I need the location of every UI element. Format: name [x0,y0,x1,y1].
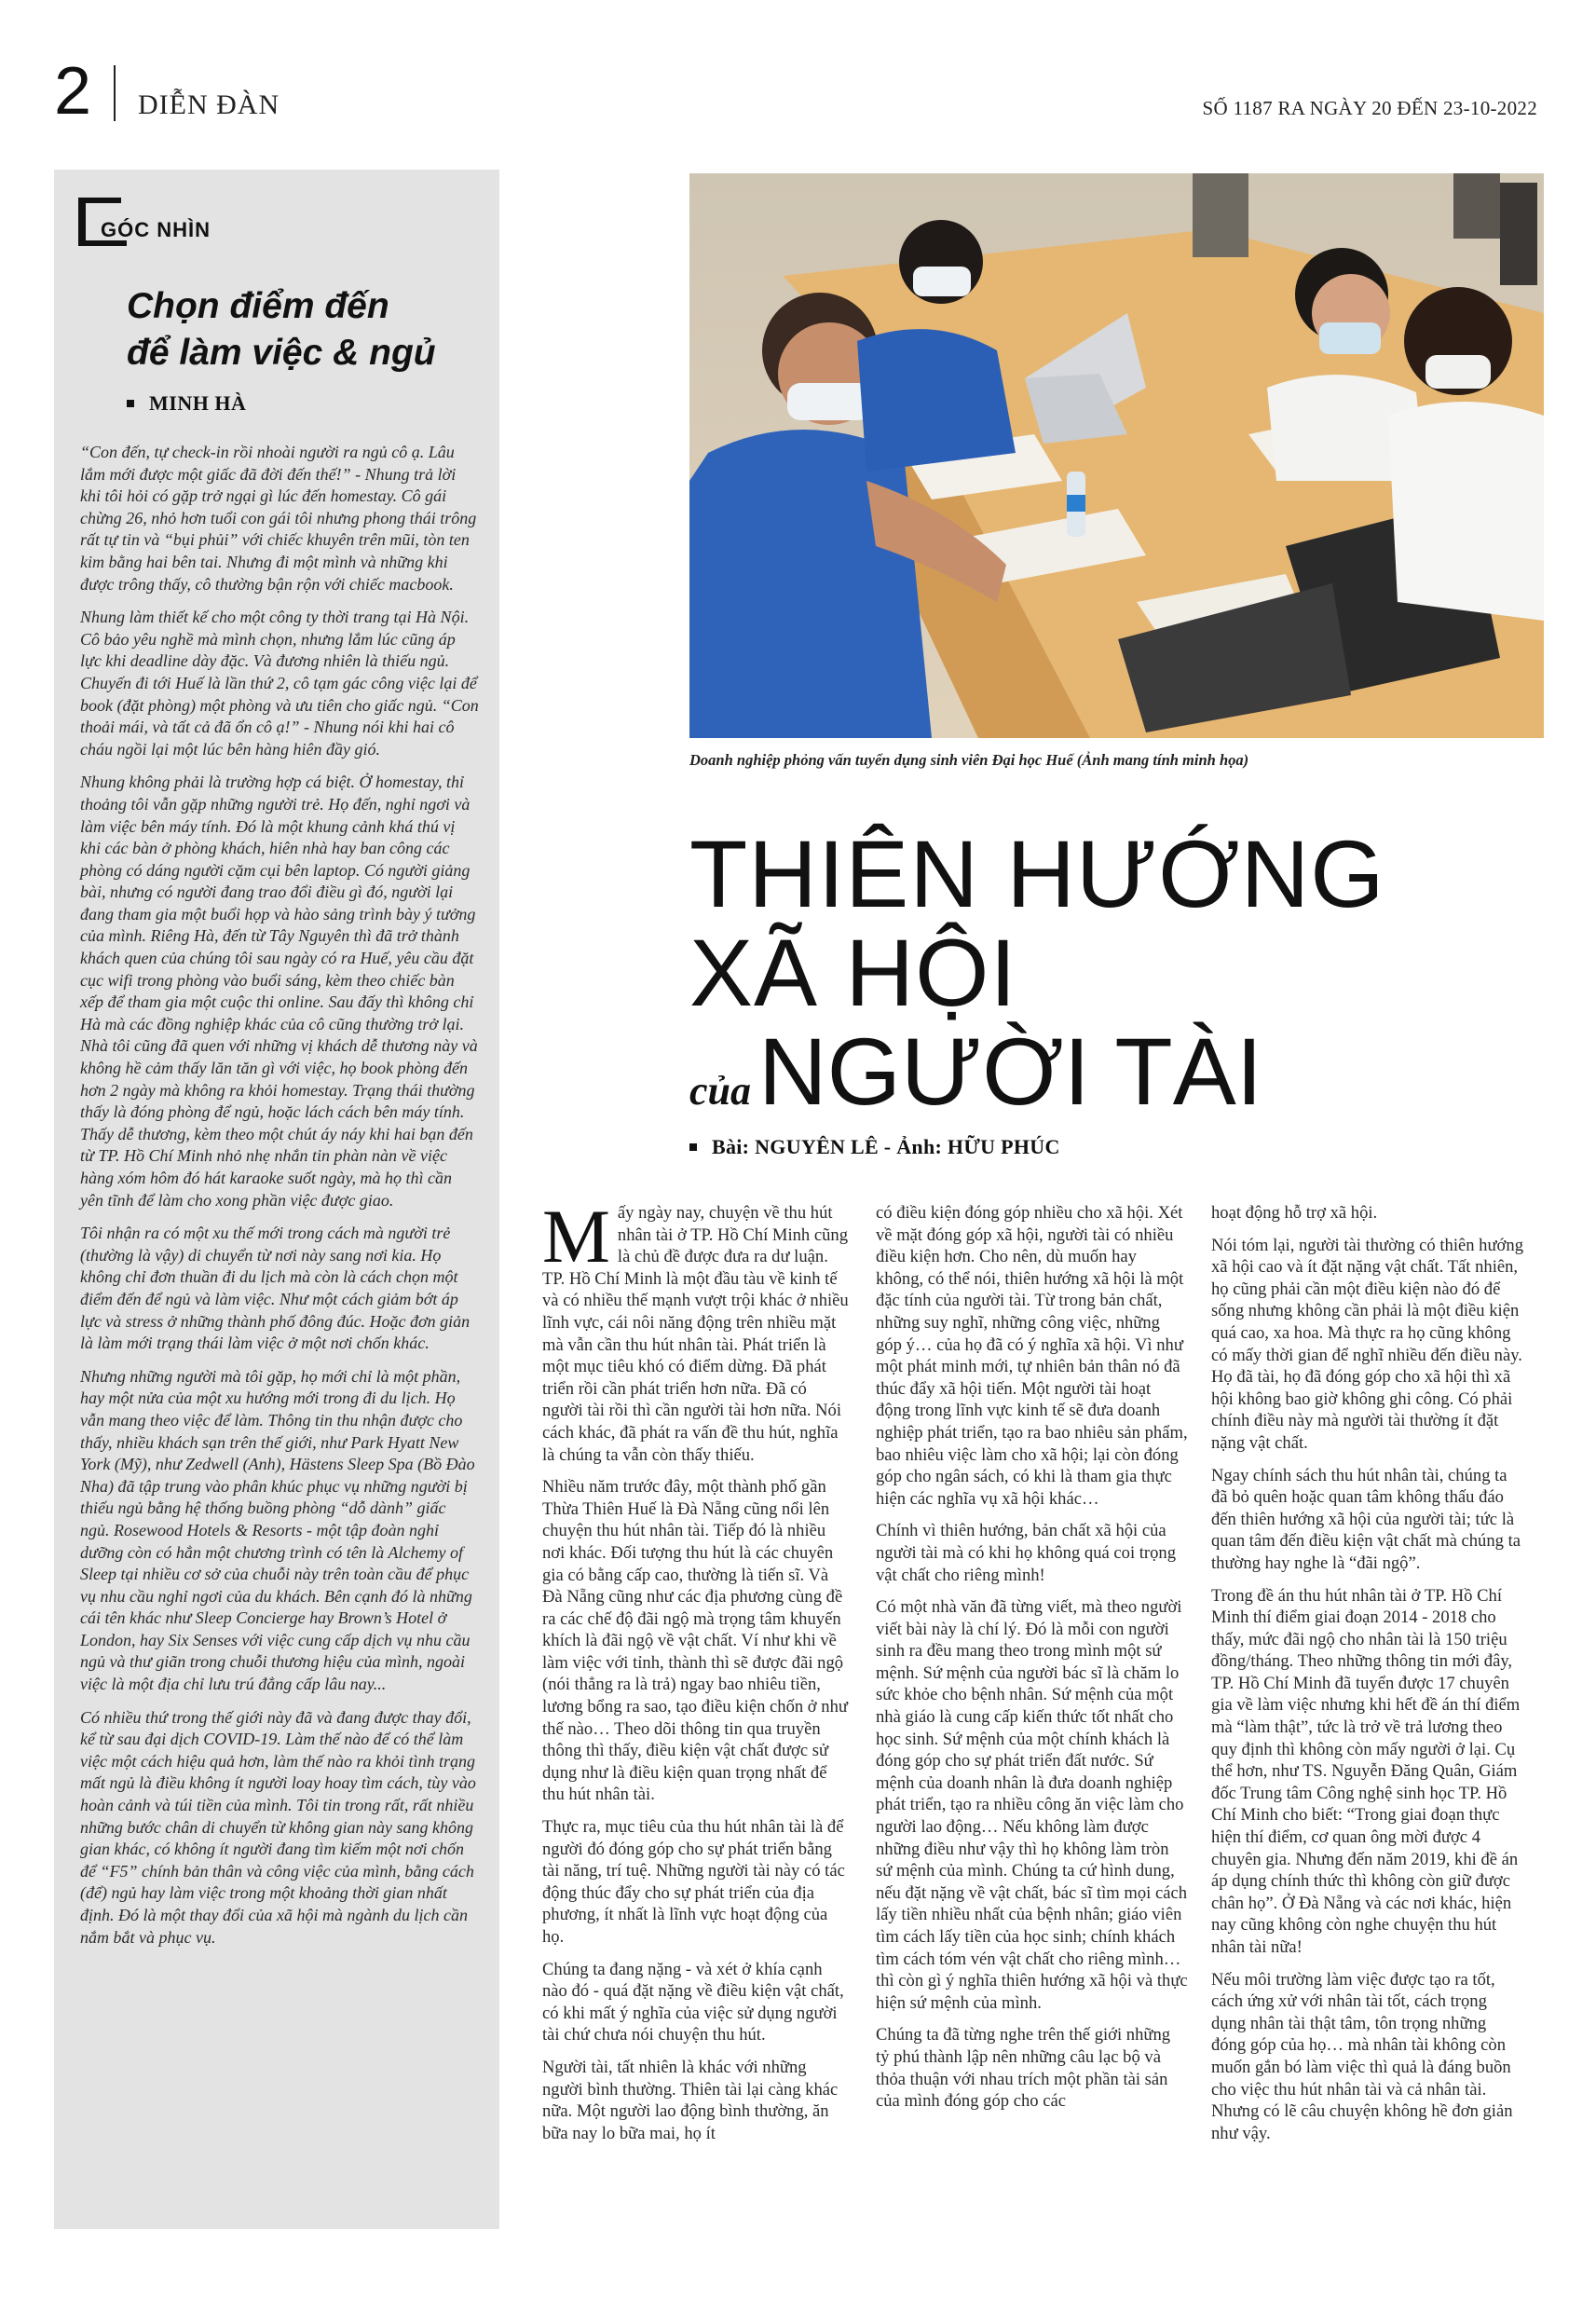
headline-line3-wrap [689,1019,1385,1141]
article-column-1 [542,1194,850,2155]
sidebar-title-line2: để làm việc & ngủ [127,333,436,373]
article-paragraph: Nói tóm lại, người tài thường có thiên hướng xã hội cao và ít đặt nặng vật chất. Tất nhiên, họ cũng phải cần một điều kiện nào đó để sống nhưng không cần phải là một điều kiện quá cao, xa hoa. Mà thực ra họ cũng không có mấy thời gian để nghĩ nhiều đến điều này. Họ đã tài, họ đã đóng góp cho xã hội thì xã hội không bao giờ không ghi công. Có phải chính điều này mà người tài thường ít đặt nặng vật chất. [1211,1235,1523,1453]
sidebar-author: MINH HÀ [149,391,247,415]
photo-caption: Doanh nghiệp phỏng vấn tuyển dụng sinh viên Đại học Huế (Ảnh mang tính minh họa) [689,751,1249,769]
sidebar-title-line1: Chọn điểm đến [127,286,389,326]
bullet-square [127,400,134,407]
article-paragraph: Có một nhà văn đã từng viết, mà theo người viết bài này là chí lý. Đó là mỗi con người sinh ra đều mang theo trong mình một sứ mệnh. Sứ mệnh của người bác sĩ là chăm lo sức khỏe cho bệnh nhân. Sứ mệnh của một nhà giáo là cung cấp kiến thức tốt nhất cho học sinh. Sứ mệnh của một chính khách là đóng góp cho sự phát triển đất nước. Sứ mệnh của doanh nhân là đưa doanh nghiệp phát triển, tạo ra nhiều công ăn việc làm cho người lao động… Nếu không làm được những điều như vậy thì họ không làm tròn sứ mệnh của mình. Chúng ta cứ hình dung, nếu đặt nặng về vật chất, bác sĩ tìm mọi cách lấy tiền nhiều nhất của bệnh nhân; giáo viên tìm cách lấy tiền của học sinh; chính khách tìm cách tóm vén vật chất cho riêng mình… thì còn gì ý nghĩa thiên hướng xã hội và thực hiện sứ mệnh của mình. [876,1597,1188,2013]
column-logo-bar [78,198,86,244]
article-paragraph: Nếu môi trường làm việc được tạo ra tốt, cách ứng xử với nhân tài tốt, cách trọng dụng nhân tài thật tâm, tôn trọng những đóng góp của họ… mà nhân tài không còn muốn gắn bó làm việc thì quả là đáng buồn cho việc thu hút nhân tài và cả nhân tài. Nhưng có lẽ câu chuyện không hề đơn giản như vậy. [1211,1969,1513,2143]
sidebar-paragraph: Nhưng những người mà tôi gặp, họ mới chỉ là một phần, hay một nửa của một xu hướng mới trong đi du lịch. Họ vẫn mang theo việc để làm. Thông tin thu nhận được cho thấy, nhiều khách sạn trên thế giới, như Park Hyatt New York (Mỹ), như Zedwell (Anh), Hästens Sleep Spa (Bồ Đào Nha) đã tập trung vào phân khúc phục vụ những người bị thiếu ngủ bằng hệ thống buồng phòng “dỗ dành” giấc ngủ. Rosewood Hotels & Resorts - một tập đoàn nghỉ dưỡng còn có hẳn một chương trình có tên là Alchemy of Sleep tại nhiều cơ sở của chuỗi này trên toàn cầu để phục vụ nhu cầu nghỉ ngơi của du khách. Bên cạnh đó là những cái tên khác như Sleep Concierge hay Brown’s Hotel ở London, hay Six Senses với việc cung cấp dịch vụ nhu cầu ngủ và thư giãn trong chuỗi thương hiệu của mình, ngoài việc là một địa chỉ lưu trú đẳng cấp lâu nay... [80,1366,475,1694]
drop-cap: M [542,1194,610,1279]
header-divider [114,65,116,121]
sidebar-column [54,170,499,2229]
article-paragraph: Chúng ta đã từng nghe trên thế giới những tỷ phú thành lập nên những câu lạc bộ và thỏa thuận với nhau trích một phần tài sản của mình đóng góp cho các [876,2025,1171,2112]
article-paragraph [542,1194,850,1466]
first-paragraph-text: ấy ngày nay, chuyện về thu hút nhân tài ở TP. Hồ Chí Minh cũng là chủ đề được đưa ra dư luận. TP. Hồ Chí Minh là một đầu tàu về kinh tế và có nhiều thế mạnh vượt trội khác ở nhiều lĩnh vực, cái nôi năng động trên nhiều mặt mà vẫn cần thu hút nhân tài. Phát triển là một mục tiêu khó có điểm dừng. Đã phát triển rồi cần phát triển hơn nữa. Đã có người tài rồi thì cần người tài hơn nữa. Nói cách khác, đã phát ra vấn đề thu hút, nghĩa là chúng ta vẫn còn thấy thiếu. [542,1203,849,1465]
sidebar-paragraph: Nhung không phải là trường hợp cá biệt. Ở homestay, thỉ thoảng tôi vẫn gặp những người trẻ. Họ đến, nghỉ ngơi và làm việc bên máy tính. Đó là một khung cảnh khá thú vị khi các bàn ở phòng khách, hiên nhà hay ban công các phòng có dáng người cặm cụi bên laptop. Có người giảng bài, nhưng có người đang trao đổi điều gì đó, người lại đang tham gia một buổi họp và hào sảng trình bày ý tưởng của mình. Riêng Hà, đến từ Tây Nguyên thì đã trở thành khách quen của chúng tôi sau ngày có ra Huế, yêu cầu đặt cục wifi trong phòng vào buổi sáng, kèm theo chiếc bàn xếp để tham gia một cuộc thi online. Sau đấy thì không chỉ Hà mà các đồng nghiệp khác của cô cũng thường trở lại. Nhà tôi cũng đã quen với những vị khách dễ thương này và không hề cảm thấy lăn tăn gì với việc, họ book phòng đến hơn 2 ngày mà không ra khỏi homestay. Trạng thái thường thấy là đóng phòng để ngủ, hoặc lách cách bên máy tính. Thấy dễ thương, kèm theo một chút áy náy khi hai bạn đến từ TP. Hồ Chí Minh nhỏ nhẹ nhắn tin phàn nàn về việc hàng xóm hôm đó hát karaoke suốt ngày, mà họ thì cần yên tĩnh để làm cho xong phần việc được giao. [80,773,478,1210]
headline-line2: XÃ HỘI [689,920,1017,1026]
byline-line [689,1135,1060,1159]
article-paragraph: Chính vì thiên hướng, bản chất xã hội của người tài mà có khi họ không quá coi trọng vật chất cho riêng mình! [876,1521,1177,1585]
article-paragraph: hoạt động hỗ trợ xã hội. [1211,1203,1378,1223]
headline-line1: THIÊN HƯỚNG [689,821,1385,927]
article-paragraph: Trong đề án thu hút nhân tài ở TP. Hồ Chí Minh thí điểm giai đoạn 2014 - 2018 cho thấy, mức đãi ngộ cho nhân tài là 150 triệu đồng/tháng. Theo những thông tin mới đây, TP. Hồ Chí Minh đã tuyển được 17 chuyên gia về làm việc nhưng khi hết đề án thí điểm mà “làm thật”, tức là trở về trả lương theo quy định thì không còn mấy người ở lại. Cụ thể hơn, như TS. Nguyễn Đăng Quân, Giám đốc Trung tâm Công nghệ sinh học TP. Hồ Chí Minh cho biết: “Trong giai đoạn thực hiện thí điểm, cơ quan ông mời được 4 chuyên gia. Nhưng đến năm 2019, khi đề án áp dụng chính thức thì không còn giữ được chân họ”. Ở Đà Nẵng và các nơi khác, hiện nay cũng không còn nghe chuyện thu hút nhân tài nữa! [1211,1585,1521,1957]
article-paragraph: Nhiều năm trước đây, một thành phố gần Thừa Thiên Huế là Đà Nẵng cũng nổi lên chuyện thu hút nhân tài. Tiếp đó là nhiều nơi khác. Đối tượng thu hút là các chuyên gia có bằng cấp cao, thường là tiến sĩ. Và Đà Nẵng cũng như các địa phương cùng đề ra các chế độ đãi ngộ mà trọng tâm khuyến khích là đãi ngộ về vật chất. Ví như khi về làm việc với tỉnh, thành thì sẽ được đãi ngộ (nói thẳng ra là trả) ngay bao nhiêu tiền, lương bổng ra sao, tạo điều kiện chốn ở như thế nào… Theo dõi thông tin qua truyền thông thì thấy, điều kiện vật chất được sử dụng như là điều kiện quan trọng nhất để thu hút nhân tài. [542,1477,848,1805]
section-title: DIỄN ĐÀN [138,89,280,120]
article-headline [689,821,1385,1141]
headline-line3: NGƯỜI TÀI [758,1019,1263,1125]
article-paragraph: Ngay chính sách thu hút nhân tài, chúng ta đã bỏ quên hoặc quan tâm không thấu đáo đến thiên hướng xã hội của người tài; tức là quan tâm đến điều kiện vật chất mà chúng ta thường hay nghe là “đãi ngộ”. [1211,1465,1521,1573]
bullet-square [689,1143,697,1151]
article-paragraph: có điều kiện đóng góp nhiều cho xã hội. Xét về mặt đóng góp xã hội, người tài có nhiều điều kiện hơn. Cho nên, dù muốn hay không, có thể nói, thiên hướng xã hội là một đặc tính của người tài. Từ trong bản chất, những suy nghĩ, những công việc, những góp ý… của họ đã có ý nghĩa xã hội. Vì như một phát minh mới, tự nhiên bản thân nó đã thúc đẩy xã hội tiến. Một người tài hoạt động trong lĩnh vực kinh tế sẽ đưa doanh nghiệp phát triển, tạo ra bao nhiêu sản phẩm, bao nhiêu việc làm cho xã hội; lại còn đóng góp cho ngân sách, có khi là tham gia thực hiện các nghĩa vụ xã hội khác… [876,1203,1188,1509]
article-paragraph: Người tài, tất nhiên là khác với những người bình thường. Thiên tài lại càng khác nữa. Một người lao động bình thường, ăn bữa nay lo bữa mai, họ ít [542,2057,839,2143]
sidebar-author-line [127,391,246,416]
article-paragraph: Thực ra, mục tiêu của thu hút nhân tài là để người đó đóng góp cho sự phát triển bằng tài năng, trí tuệ. Những người tài này có tác động thúc đẩy cho sự phát triển của địa phương, ít nhất là lĩnh vực hoạt động của họ. [542,1817,845,1947]
sidebar-paragraph: Nhung làm thiết kế cho một công ty thời trang tại Hà Nội. Cô bảo yêu nghề mà mình chọn, nhưng lắm lúc cũng áp lực khi deadline dày đặc. Và đương nhiên là thiếu ngủ. Chuyến đi tới Huế là lần thứ 2, cô tạm gác công việc lại để book (đặt phòng) một phòng và ưu tiên cho giấc ngủ. “Con thoải mái, và tất cả đã ổn cô ạ!” - Nhung nói khi hai cô cháu ngồi lại một lúc bên hàng hiên đầy gió. [80,608,479,759]
article-paragraph: Chúng ta đang nặng - và xét ở khía cạnh nào đó - quá đặt nặng về điều kiện vật chất, có khi mất ý nghĩa của việc sử dụng người tài chứ chưa nói chuyện thu hút. [542,1959,844,2045]
headline-small-word: của [689,1068,751,1114]
photo-illustration [689,173,1544,738]
sidebar-paragraph: Có nhiều thứ trong thế giới này đã và đang được thay đổi, kể từ sau đại dịch COVID-19. Làm thế nào để có thể làm việc một cách hiệu quả hơn, làm thế nào ra khỏi tình trạng mất ngủ là điều không ít người loay hoay tìm cách, tùy vào hoàn cảnh và túi tiền của mình. Tôi tin trong rất, rất nhiều những bước chân di chuyển từ không gian này sang không gian khác, có không ít người đang tìm kiếm một nơi chốn để “F5” chính bản thân và công việc của mình, bằng cách (để) ngủ hay làm việc trong một khoảng thời gian nhất định. Đó là một thay đổi của xã hội mà ngành du lịch cần nắm bắt và phục vụ. [80,1707,476,1947]
column-label: GÓC NHÌN [101,218,211,241]
issue-info: SỐ 1187 RA NGÀY 20 ĐẾN 23-10-2022 [1202,97,1537,119]
byline: Bài: NGUYÊN LÊ - Ảnh: HỮU PHÚC [712,1135,1060,1158]
sidebar-body [80,442,479,1960]
page-number: 2 [54,54,92,129]
article-column-3 [1211,1202,1523,2155]
article-photo [689,173,1544,738]
sidebar-title [127,283,481,376]
article-column-2 [876,1202,1188,2123]
sidebar-paragraph: “Con đến, tự check-in rồi nhoài người ra ngủ cô ạ. Lâu lắm mới được một giấc đã đời đến thế!” - Nhung trả lời khi tôi hỏi có gặp trở ngại gì lúc đến homestay. Cô gái chừng 26, nhỏ hơn tuổi con gái tôi nhưng phong thái trông rất tự tin và “bụi phủi” với chiếc khuyên trên mũi, tòn ten kim bằng hai bên tai. Nhưng đi một mình và những khi được trông thấy, cô thường bận rộn với chiếc macbook. [80,443,477,594]
sidebar-paragraph: Tôi nhận ra có một xu thế mới trong cách mà người trẻ (thường là vậy) di chuyển từ nơi này sang nơi kia. Họ không chỉ đơn thuần đi du lịch mà còn là cách chọn một điểm đến để ngủ và làm việc. Như một cách giảm bớt áp lực và stress ở những thành phố đông đúc. Hoặc đơn giản là làm mới trạng thái làm việc ở một nơi chốn khác. [80,1224,471,1353]
